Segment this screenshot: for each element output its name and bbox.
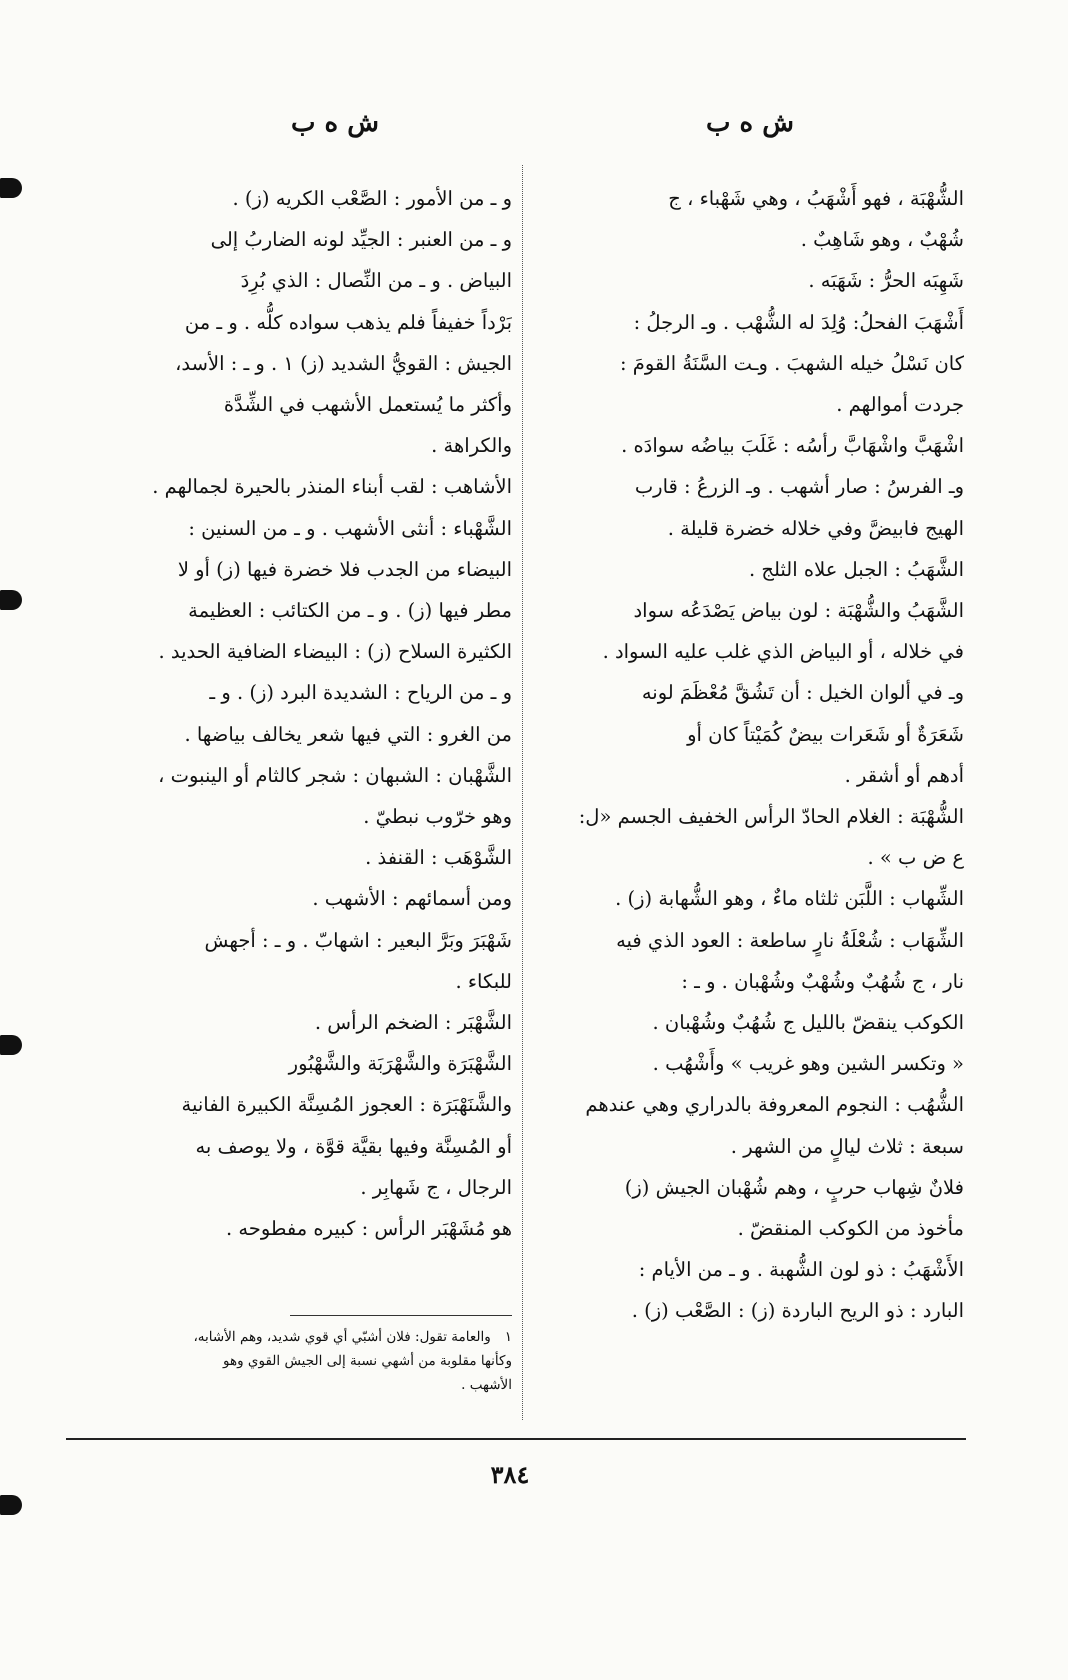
entry-line: والشَّنَهْبَرَة : العجوز المُسِنَّة الكبيرة الفانية xyxy=(181,1093,512,1117)
entry-line: والكراهة . xyxy=(431,434,512,458)
scan-ink-mark xyxy=(0,178,22,198)
entry-line: شُهْبٌ ، وهو شَاهِبٌ . xyxy=(800,228,964,252)
entry-line: سبعة : ثلاث ليالٍ من الشهر . xyxy=(730,1134,964,1158)
running-header-right: ش ه ب xyxy=(706,108,794,138)
entry-line: الشِّهاب : اللَّبَن ثلثاه ماءٌ ، وهو الشُّهابة (ز) . xyxy=(615,887,964,911)
entry-line: الشَّهْبان : الشبهان : شجر كالثام أو الينبوت ، xyxy=(158,763,512,787)
entry-line: البياض . و ـ من النِّصال : الذي بُرِدَ xyxy=(240,269,512,293)
footnote xyxy=(80,1325,512,1397)
entry-line: الشَّهْبَرَة والشَّهْرَبَة والشَّهْبُور xyxy=(288,1052,512,1076)
entry-line: الشَّهْباء : أنثى الأشهب . و ـ من السنين : xyxy=(188,516,512,540)
entry-line: وأكثر ما يُستعمل الأشهب في الشِّدَّة xyxy=(223,393,512,417)
entry-line: الشُّهْبَة ، فهو أَشْهَبُ ، وهي شَهْباء ، ج xyxy=(668,187,964,210)
entry-line: كان نَسْلُ خيله الشهبَ . وـت السَّنَةُ القومَ : xyxy=(620,351,964,375)
running-header-left: ش ه ب xyxy=(291,108,379,138)
entry-line: للبكاء . xyxy=(455,969,512,993)
entry-line: الشَّهْبَر : الضخم الرأس . xyxy=(314,1011,512,1035)
entry-line: الكوكب ينقضّ بالليل ج شُهُبٌ وشُهْبان . xyxy=(652,1011,964,1035)
entry-line: اشْهَبَّ واشْهَابَّ رأسُه : غَلَبَ بياضُه سوادَه . xyxy=(621,434,964,458)
entry-line: مطر فيها (ز) . و ـ من الكتائب : العظيمة xyxy=(188,599,512,623)
entry-line: الشَّوْهَب : القنفذ . xyxy=(365,846,512,870)
entry-line: وـ الفرسُ : صار أشهب . وـ الزرعُ : قارب xyxy=(634,475,964,499)
entry-line: الكثيرة السلاح (ز) : البيضاء الضافية الحديد . xyxy=(158,640,512,664)
entry-line: و ـ من العنبر : الجيِّد لونه الضاربُ إلى xyxy=(210,228,512,252)
entry-line: الشُّهُب : النجوم المعروفة بالدراري وهي عندهم xyxy=(585,1093,964,1117)
entry-line: شَهْبَرَ وبَرَّ البعير : اشهابّ . و ـ : أجهش xyxy=(204,928,512,952)
entry-line: الهيج فابيضَّ وفي خلاله خضرة قليلة . xyxy=(667,516,964,540)
entry-line: مأخوذ من الكوكب المنقضّ . xyxy=(737,1217,964,1241)
entry-line: نار ، ج شُهُبٌ وشُهْبٌ وشُهْبان . و ـ : xyxy=(681,969,964,993)
entry-line: فلانٌ شِهاب حربٍ ، وهم شُهْبان الجيش (ز) xyxy=(624,1175,964,1199)
entry-line: الشَّهَبُ والشُّهْبَة : لون بياض يَصْدَعُه سواد xyxy=(633,599,964,623)
entry-line: أو المُسِنَّة وفيها بقيَّة قوَّة ، ولا يوصف به xyxy=(195,1134,512,1158)
scan-ink-mark xyxy=(0,1035,22,1055)
entry-line: وـ في ألوان الخيل : أن تَشُقَّ مُعْظَمَ لونه xyxy=(641,681,964,705)
entry-line: الرجال ، ج شَهابِر . xyxy=(360,1175,512,1199)
entry-line: وهو خرّوب نبطيّ . xyxy=(363,805,512,829)
entry-line: البارد : ذو الريح الباردة (ز) : الصَّعْب (ز) . xyxy=(631,1299,964,1323)
footnote-number: ١ xyxy=(504,1329,512,1345)
column-divider xyxy=(522,165,524,1420)
entry-line: ومن أسمائهم : الأشهب . xyxy=(312,887,512,911)
entry-line: الأشاهب : لقب أبناء المنذر بالحيرة لجمالهم . xyxy=(152,475,512,499)
page-number: ٣٨٤ xyxy=(490,1460,530,1489)
footnote-line: وكأنها مقلوبة من أشهي نسبة إلى الجيش القوي وهو xyxy=(223,1353,512,1369)
entry-line: أدهم أو أشقر . xyxy=(844,763,964,787)
entry-line: و ـ من الأمور : الصَّعْب الكريه (ز) . xyxy=(232,187,512,210)
entry-line: أَشْهَبَ الفحلُ: وُلِدَ له الشُّهْب . وـ الرجلُ : xyxy=(633,310,964,334)
entry-line: في خلاله ، أو البياض الذي غلب عليه السواد . xyxy=(602,640,964,664)
footnote-line: والعامة تقول: فلان أشبّي أي قوي شديد، وهم الأشابه، xyxy=(193,1329,491,1345)
scan-ink-mark xyxy=(0,590,22,610)
bottom-rule xyxy=(66,1438,966,1440)
right-column xyxy=(532,178,964,1332)
left-column xyxy=(80,178,512,1249)
entry-line: شَهِبَه الحرُّ : شَهَبَه . xyxy=(808,269,964,293)
entry-line: الشَّهَبُ : الجبل علاه الثلج . xyxy=(748,557,964,581)
entry-line: الجيش : القويُّ الشديد (ز) ١ . و ـ : الأسد، xyxy=(175,351,512,375)
footnote-divider xyxy=(290,1315,512,1316)
footnote-line: الأشهب . xyxy=(461,1377,512,1393)
scan-ink-mark xyxy=(0,1495,22,1515)
entry-line: البيضاء من الجدب فلا خضرة فيها (ز) أو لا xyxy=(177,557,512,581)
entry-line: الشُّهْبَة : الغلام الحادّ الرأس الخفيف الجسم «ل: xyxy=(578,805,964,829)
entry-line: هو مُشَهْبَر الرأس : كبيره مفطوحه . xyxy=(225,1217,512,1241)
entry-line: الأَشْهَبُ : ذو لون الشُّهبة . و ـ من الأيام : xyxy=(638,1258,964,1282)
entry-line: الشِّهَاب : شُعْلَةُ نارٍ ساطعة : العود الذي فيه xyxy=(616,928,964,952)
entry-line: بَرْداً خفيفاً فلم يذهب سواده كلُّه . و ـ من xyxy=(184,310,512,334)
entry-line: جردت أموالهم . xyxy=(836,393,964,417)
entry-line: من الغرو : التي فيها شعر يخالف بياضها . xyxy=(184,722,512,746)
entry-line: « وتكسر الشين وهو غريب » وأَشْهُب . xyxy=(652,1052,964,1076)
entry-line: ع ض ب » . xyxy=(867,846,964,870)
entry-line: شَعَرَةٌ أو شَعَرات بيضٌ كُمَيْتاً كان أو xyxy=(687,722,964,746)
entry-line: و ـ من الرياح : الشديدة البرد (ز) . و ـ xyxy=(209,681,512,705)
